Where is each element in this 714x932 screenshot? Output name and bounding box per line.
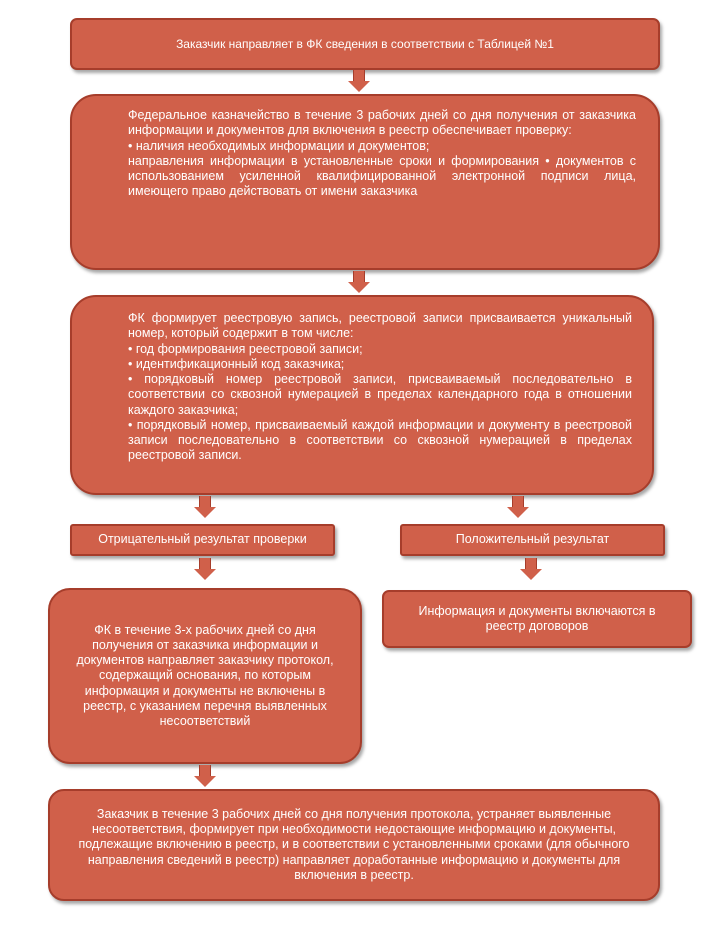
arrow-down-negative-detail (194, 558, 216, 580)
step-submit-info (70, 18, 660, 70)
arrow-down-2 (348, 271, 370, 293)
check-item-documents: • наличия необходимых информации и документов; (128, 138, 430, 153)
negative-result (70, 524, 335, 556)
arrow-down-positive (507, 496, 529, 518)
record-intro: ФК формирует реестровую запись, реестровой записи присваивается уникальный номер, который содержит в том числе: (128, 311, 632, 341)
arrow-down-negative (194, 496, 216, 518)
arrow-down-positive-detail (520, 558, 542, 580)
customer-corrects-step (48, 789, 660, 901)
step-treasury-check (70, 94, 660, 270)
record-item-year: • год формирования реестровой записи; (128, 341, 363, 356)
check-item-signature: направления информации в установленные сроки и формирования • документов с использованием усиленной квалифицированной электронной подписи лица, имеющего право действовать от имени заказчика (128, 153, 636, 199)
record-item-doc-number: • порядковый номер, присваиваемый каждой информации и документу в реестровой записи последовательно в соответствии со сквозной нумерацией в пределах реестровой записи. (128, 417, 632, 463)
arrow-down-final (194, 765, 216, 787)
check-intro: Федеральное казначейство в течение 3 рабочих дней со дня получения от заказчика информации и документов для включения в реестр обеспечивает проверку: (128, 108, 636, 138)
positive-result-label: Положительный результат (455, 532, 610, 547)
step-submit-info-text: Заказчик направляет в ФК сведения в соответствии с Таблицей №1 (176, 36, 554, 51)
protocol-step (48, 588, 362, 764)
customer-corrects-text: Заказчик в течение 3 рабочих дней со дня получения протокола, устраняет выявленные несоответствия, формирует при необходимости недостающие информацию и документы, подлежащие включению в реестр, и в соответствии с установленными сроками (для обычного направления сведений в реестр) направляет доработанные информацию и документы для включения в реестр. (78, 806, 630, 882)
record-item-seq-number: • порядковый номер реестровой записи, присваиваемый последовательно в соответствии со сквозной нумерацией в пределах календарного года в отношении каждого заказчика; (128, 372, 632, 417)
arrow-down-1 (348, 70, 370, 92)
record-item-code: • идентификационный код заказчика; (128, 356, 345, 371)
included-in-registry (382, 590, 692, 648)
negative-result-label: Отрицательный результат проверки (98, 532, 307, 547)
included-in-registry-text: Информация и документы включаются в реестр договоров (418, 603, 656, 633)
protocol-step-text: ФК в течение 3-х рабочих дней со дня получения от заказчика информации и документов направляет заказчику протокол, содержащий основания, по которым информация и документы не включены в реестр, с указанием перечня выявленных несоответствий (76, 622, 334, 729)
positive-result (400, 524, 665, 556)
step-registry-record (70, 295, 654, 495)
